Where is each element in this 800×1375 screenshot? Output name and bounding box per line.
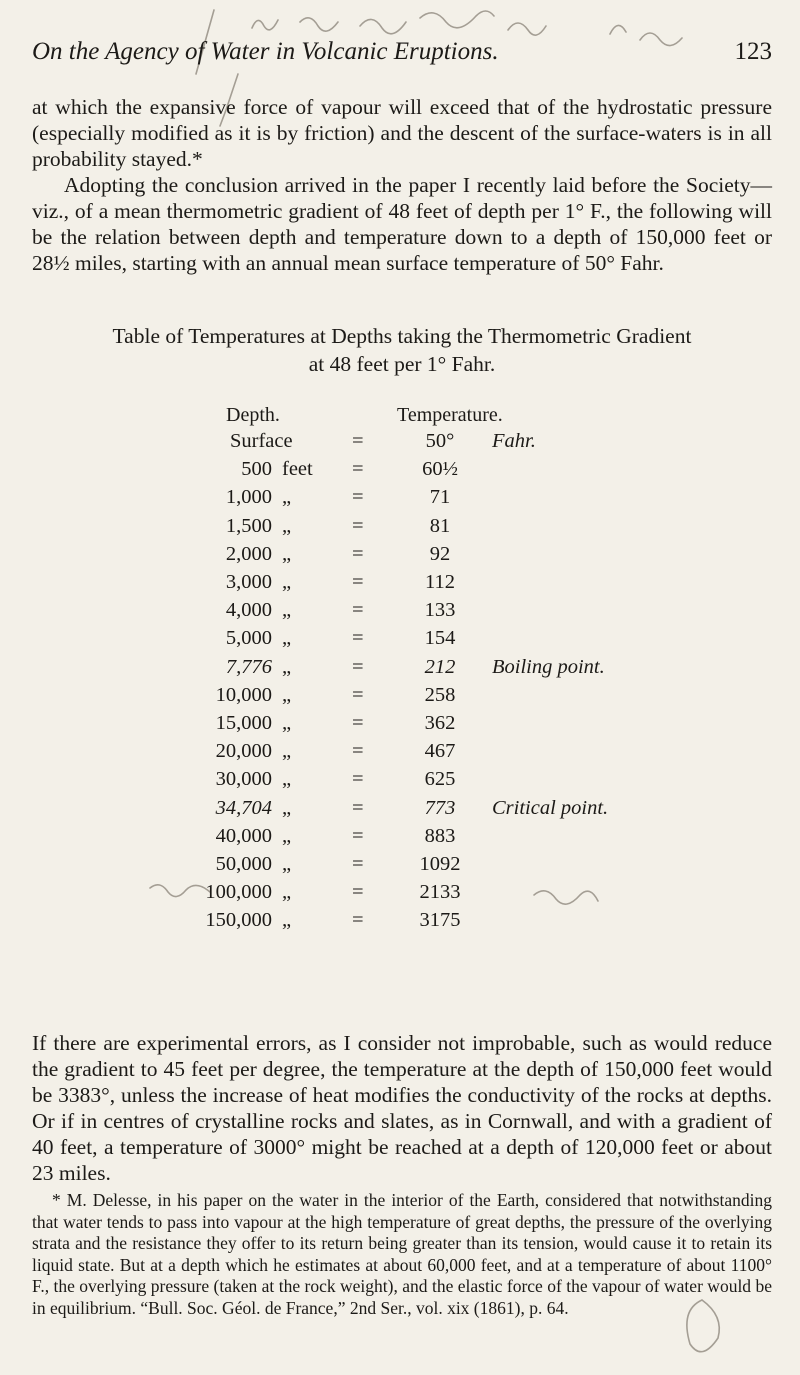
column-header-depth: Depth.: [226, 404, 280, 426]
table-cell-equals: =: [352, 683, 364, 706]
table-cell-temperature: 2133: [419, 881, 461, 904]
paragraph-2: Adopting the conclusion arrived in the paper I recently laid before the Society—viz., of a mean thermometric gradient of 48 feet of depth per 1° F., the following will be the relation between depth and temperature down to a depth of 150,000 feet or 28½ miles, starting with an annual mean surface temperature of 50° Fahr.: [32, 173, 772, 275]
table-cell-equals: =: [352, 740, 364, 763]
table-cell-note: Boiling point.: [492, 655, 605, 678]
table-cell-unit: „: [282, 486, 292, 509]
table-cell-equals: =: [352, 909, 364, 932]
table-cell-temperature: 133: [424, 599, 456, 622]
table-cell-depth: 10,000: [215, 683, 272, 706]
table-row: [0, 656, 800, 684]
table-cell-note: Critical point.: [492, 796, 609, 819]
table-cell-temperature: 1092: [419, 853, 461, 875]
table-cell-note: Fahr.: [492, 430, 536, 452]
table-cell-equals: =: [352, 486, 364, 509]
table-cell-depth: 30,000: [215, 768, 272, 791]
table-cell-depth: 1,500: [225, 514, 272, 537]
footnote: * M. Delesse, in his paper on the water in the interior of the Earth, considered that notwithstanding that water tends to pass into vapour at the high temperature of great depths, the pressure of the overlying strata and the resistance they offer to its return being greater than its tension, would cause it to retain its liquid state. But at a depth which he estimates at about 60,000 feet, and at a temperature of about 1100° F., the overlying pressure (taken at the rock weight), and the elastic force of the vapour of water would be in equilibrium. “Bull. Soc. Géol. de France,” 2nd Ser., vol. xix (1861), p. 64.: [32, 1190, 772, 1318]
table-cell-depth: 5,000: [225, 627, 272, 650]
paragraph-3: If there are experimental errors, as I consider not improbable, such as would reduce the gradient to 45 feet per degree, the temperature at the depth of 150,000 feet would be 3383°, unless the increase of heat modifies the conductivity of the rocks at depths. Or if in centres of crystalline rocks and slates, as in Cornwall, and with a gradient of 40 feet, a temperature of 3000° might be reached at a depth of 120,000 feet or about 23 miles.: [32, 1031, 772, 1185]
table-cell-equals: =: [352, 768, 364, 791]
table-caption: [32, 322, 772, 378]
table-cell-depth: 150,000: [205, 909, 272, 932]
table-cell-temperature: 625: [424, 768, 456, 791]
table-cell-unit: „: [282, 542, 292, 565]
column-header-temperature: Temperature.: [397, 404, 503, 426]
table-cell-unit: „: [282, 768, 292, 791]
table-cell-equals: =: [352, 627, 364, 650]
table-row: [0, 909, 800, 937]
table-cell-equals: =: [352, 599, 364, 622]
table-row: [0, 768, 800, 796]
table-cell-temperature: 258: [424, 683, 456, 706]
table-cell-unit: „: [282, 599, 292, 622]
table-cell-unit: „: [282, 571, 292, 593]
table-cell-depth: 500: [241, 458, 272, 481]
table-cell-temperature: 81: [429, 514, 451, 537]
table-cell-unit: „: [282, 824, 292, 847]
table-cell-depth: 4,000: [225, 599, 272, 622]
table-cell-depth: 3,000: [225, 571, 272, 593]
table-cell-temperature: 212: [424, 655, 456, 678]
table-row: [0, 515, 800, 543]
running-header: [32, 38, 772, 72]
table-row: [0, 571, 800, 599]
table-cell-unit: „: [282, 514, 292, 537]
table-cell-temperature: 60½: [422, 458, 458, 481]
table-cell-temperature: 3175: [419, 909, 461, 932]
table-row: [0, 486, 800, 514]
table-cell-depth: 40,000: [215, 824, 272, 847]
table-cell-equals: =: [352, 458, 364, 481]
table-row: [0, 853, 800, 881]
table-row: [0, 599, 800, 627]
table-row: [0, 458, 800, 486]
table-cell-depth: 50,000: [215, 853, 272, 875]
table-row: [0, 627, 800, 655]
table-cell-equals: =: [352, 514, 364, 537]
table-cell-depth: Surface: [230, 430, 293, 452]
table-row: [0, 684, 800, 712]
table-row: [0, 797, 800, 825]
table-cell-equals: =: [352, 796, 364, 819]
table-cell-temperature: 362: [424, 712, 456, 734]
table-cell-unit: „: [282, 853, 292, 875]
table-cell-unit: „: [282, 740, 292, 763]
table-cell-temperature: 154: [424, 627, 456, 650]
table-cell-temperature: 50°: [425, 430, 455, 452]
table-cell-unit: „: [282, 655, 292, 678]
table-cell-temperature: 92: [429, 542, 451, 565]
table-cell-equals: =: [352, 430, 364, 452]
table-cell-depth: 1,000: [225, 486, 272, 509]
running-title: On the Agency of Water in Volcanic Eruptions.: [32, 38, 499, 65]
table-cell-unit: „: [282, 881, 292, 904]
table-cell-temperature: 71: [429, 486, 451, 509]
table-cell-unit: feet: [282, 458, 313, 481]
table-row: [0, 881, 800, 909]
table-cell-equals: =: [352, 824, 364, 847]
table-row: [0, 712, 800, 740]
table-cell-depth: 7,776: [225, 655, 272, 678]
table-cell-temperature: 467: [424, 740, 456, 763]
table-caption-line-2: at 48 feet per 1° Fahr.: [308, 352, 496, 376]
table-cell-equals: =: [352, 881, 364, 904]
paragraph-1: at which the expansive force of vapour will exceed that of the hydrostatic pressure (especially modified as it is by friction) and the descent of the surface-waters is in all probability stayed.*: [32, 95, 772, 171]
table-cell-temperature: 773: [424, 796, 456, 819]
table-cell-unit: „: [282, 712, 292, 734]
table-cell-temperature: 112: [425, 571, 455, 593]
page-number: 123: [734, 38, 772, 65]
table-cell-equals: =: [352, 655, 364, 678]
table-row: [0, 740, 800, 768]
table-cell-depth: 100,000: [205, 881, 272, 904]
table-cell-depth: 20,000: [215, 740, 272, 763]
table-cell-depth: 2,000: [225, 542, 272, 565]
table-row: [0, 430, 800, 458]
table-cell-depth: 15,000: [215, 712, 272, 734]
table-cell-equals: =: [352, 853, 364, 875]
table-cell-equals: =: [352, 712, 364, 734]
table-caption-line-1: Table of Temperatures at Depths taking the Thermometric Gradient: [112, 324, 692, 348]
table-cell-temperature: 883: [424, 824, 456, 847]
table-cell-equals: =: [352, 542, 364, 565]
table-cell-unit: „: [282, 627, 292, 650]
table-cell-unit: „: [282, 909, 292, 932]
table-cell-depth: 34,704: [215, 796, 272, 819]
table-cell-equals: =: [352, 571, 364, 593]
table-row: [0, 825, 800, 853]
table-cell-unit: „: [282, 683, 292, 706]
table-row: [0, 543, 800, 571]
table-cell-unit: „: [282, 796, 292, 819]
